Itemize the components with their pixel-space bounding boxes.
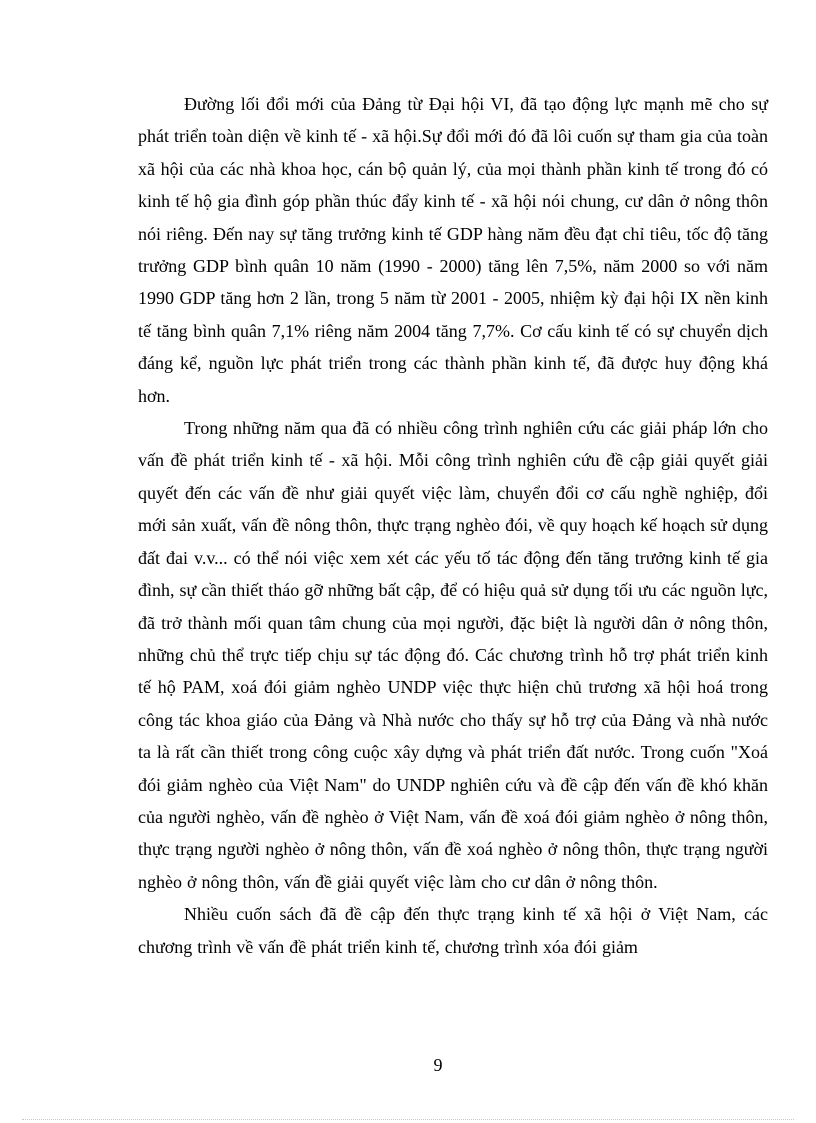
bottom-divider [22, 1119, 794, 1120]
paragraph-2: Trong những năm qua đã có nhiều công trình nghiên cứu các giải pháp lớn cho vấn đề phát triển kinh tế - xã hội. Mỗi công trình nghiên cứu đề cập giải quyết giải quyết đến các vấn đề như giải quyết việc làm, chuyển đổi cơ cấu nghề nghiệp, đổi mới sản xuất, vấn đề nông thôn, thực trạng nghèo đói, về quy hoạch kế hoạch sử dụng đất đai v.v... có thể nói việc xem xét các yếu tố tác động đến tăng trưởng kinh tế gia đình, sự cần thiết tháo gỡ những bất cập, để có hiệu quả sử dụng tối ưu các nguồn lực, đã trở thành mối quan tâm chung của mọi người, đặc biệt là người dân ở nông thôn, những chủ thể trực tiếp chịu sự tác động đó. Các chương trình hỗ trợ phát triển kinh tế hộ PAM, xoá đói giảm nghèo UNDP việc thực hiện chủ trương xã hội hoá trong công tác khoa giáo của Đảng và Nhà nước cho thấy sự hỗ trợ của Đảng và nhà nước ta là rất cần thiết trong công cuộc xây dựng và phát triển đất nước. Trong cuốn "Xoá đói giảm nghèo của Việt Nam" do UNDP nghiên cứu và đề cập đến vấn đề khó khăn của người nghèo, vấn đề nghèo ở Việt Nam, vấn đề xoá đói giảm nghèo ở nông thôn, thực trạng người nghèo ở nông thôn, vấn đề xoá nghèo ở nông thôn, thực trạng người nghèo ở nông thôn, vấn đề giải quyết việc làm cho cư dân ở nông thôn. [138, 418, 768, 892]
body-text [138, 88, 768, 963]
page-number: 9 [433, 1055, 443, 1075]
paragraph-1: Đường lối đổi mới của Đảng từ Đại hội VI, đã tạo động lực mạnh mẽ cho sự phát triển toàn diện về kinh tế - xã hội.Sự đổi mới đó đã lôi cuốn sự tham gia của toàn xã hội của các nhà khoa học, cán bộ quản lý, của mọi thành phần kinh tế trong đó có kinh tế hộ gia đình góp phần thúc đẩy kinh tế - xã hội nói chung, cư dân ở nông thôn nói riêng. Đến nay sự tăng trưởng kinh tế GDP hàng năm đều đạt chỉ tiêu, tốc độ tăng trưởng GDP bình quân 10 năm (1990 - 2000) tăng lên 7,5%, năm 2000 so với năm 1990 GDP tăng hơn 2 lần, trong 5 năm từ 2001 - 2005, nhiệm kỳ đại hội IX nền kinh tế tăng bình quân 7,1% riêng năm 2004 tăng 7,7%. Cơ cấu kinh tế có sự chuyển dịch đáng kể, nguồn lực phát triển trong các thành phần kinh tế, đã được huy động khá hơn. [138, 94, 768, 406]
paragraph-3: Nhiều cuốn sách đã đề cập đến thực trạng kinh tế xã hội ở Việt Nam, các chương trình về vấn đề phát triển kinh tế, chương trình xóa đói giảm [138, 904, 768, 957]
